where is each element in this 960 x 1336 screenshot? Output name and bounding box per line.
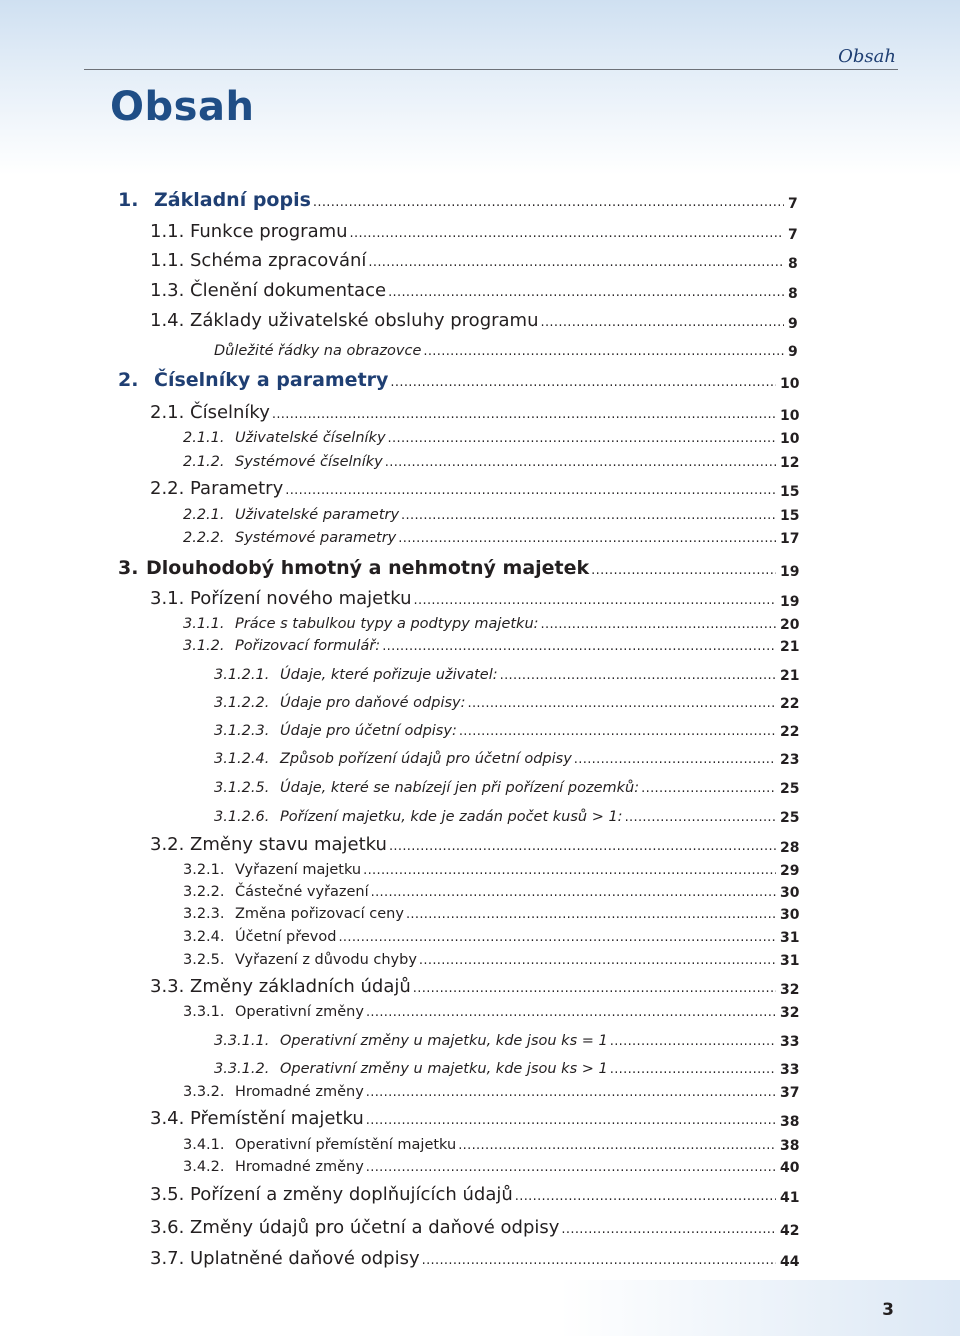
toc-entry[interactable] xyxy=(0,449,960,471)
toc-entry-text: Změna pořizovací ceny xyxy=(235,906,404,923)
toc-entry-title xyxy=(118,190,784,212)
toc-entry-title xyxy=(183,884,776,901)
toc-leader-dots xyxy=(399,509,776,524)
toc-entry[interactable] xyxy=(0,1056,960,1078)
toc-entry-text: Členění dokumentace xyxy=(190,280,387,302)
toc-leader-dots xyxy=(361,864,776,879)
toc-entry-text: Operativní přemístění majetku xyxy=(235,1137,457,1154)
toc-entry-title xyxy=(183,1159,776,1176)
toc-leader-dots xyxy=(270,408,776,423)
toc-entry-title xyxy=(150,977,776,998)
toc-entry-text: Práce s tabulkou typy a podtypy majetku: xyxy=(235,616,539,633)
toc-leader-dots xyxy=(421,345,784,360)
toc-entry-text: Dlouhodobý hmotný a nehmotný majetek xyxy=(146,557,590,580)
toc-entry[interactable] xyxy=(0,425,960,447)
toc-entry[interactable] xyxy=(0,947,960,969)
footer-gradient xyxy=(560,1280,960,1336)
toc-page-number: 33 xyxy=(780,1033,800,1050)
toc-entry-title xyxy=(183,530,776,547)
toc-entry-number: 1.4. xyxy=(150,310,185,332)
toc-entry-number: 2.2. xyxy=(150,478,185,500)
toc-leader-dots xyxy=(457,725,776,740)
toc-entry-text: Způsob pořízení údajů pro účetní odpisy xyxy=(280,751,572,768)
toc-entry-text: Údaje pro účetní odpisy: xyxy=(280,723,457,740)
toc-entry-number: 3.5. xyxy=(150,1184,185,1206)
toc-entry-text: Účetní převod xyxy=(235,929,337,946)
toc-entry-text: Částečné vyřazení xyxy=(235,884,369,901)
toc-entry-title xyxy=(118,370,776,392)
toc-page-number: 21 xyxy=(780,638,800,655)
toc-entry-title xyxy=(214,780,776,797)
toc-entry[interactable] xyxy=(0,370,960,392)
toc-entry-text: Parametry xyxy=(190,478,284,500)
toc-entry[interactable] xyxy=(0,775,960,797)
toc-entry-text: Hromadné změny xyxy=(235,1159,364,1176)
toc-entry[interactable] xyxy=(0,834,960,856)
toc-page-number: 10 xyxy=(780,407,800,424)
toc-entry-title xyxy=(150,589,776,610)
toc-entry-text: Uživatelské číselníky xyxy=(235,430,386,447)
toc-entry-title xyxy=(214,343,784,360)
toc-entry-title xyxy=(150,222,784,243)
toc-page-number: 40 xyxy=(780,1159,800,1176)
toc-leader-dots xyxy=(396,532,776,547)
toc-entry-text: Operativní změny xyxy=(235,1004,364,1021)
toc-entry[interactable] xyxy=(0,280,960,302)
toc-leader-dots xyxy=(639,782,776,797)
toc-entry-title xyxy=(214,809,776,826)
toc-entry-text: Funkce programu xyxy=(190,221,348,243)
toc-entry-text: Systémové číselníky xyxy=(235,454,383,471)
toc-entry-title xyxy=(183,638,776,655)
toc-entry-number: 3.7. xyxy=(150,1248,185,1270)
toc-entry-number: 1.3. xyxy=(150,280,185,302)
toc-entry-number: 3.3.1.2. xyxy=(214,1061,270,1078)
toc-entry-title xyxy=(150,281,784,302)
toc-page-number: 30 xyxy=(780,884,800,901)
toc-leader-dots xyxy=(386,432,776,447)
toc-entry-text: Schéma zpracování xyxy=(190,250,367,272)
toc-entry-title xyxy=(183,1084,776,1101)
toc-entry[interactable] xyxy=(0,1184,960,1206)
toc-entry-number: 3.4. xyxy=(150,1108,185,1130)
toc-entry[interactable] xyxy=(0,1154,960,1176)
toc-page-number: 23 xyxy=(780,751,800,768)
toc-entry-title xyxy=(183,1137,776,1154)
toc-entry-title xyxy=(214,695,776,712)
toc-entry[interactable] xyxy=(0,1248,960,1270)
toc-leader-dots xyxy=(388,376,776,391)
toc-entry-text: Údaje, které se nabízejí jen při pořízení pozemků: xyxy=(280,780,640,797)
toc-leader-dots xyxy=(623,811,776,826)
toc-entry-text: Pořízení nového majetku xyxy=(190,588,412,610)
toc-entry-title xyxy=(150,311,784,332)
toc-entry[interactable] xyxy=(0,924,960,946)
toc-page-number: 41 xyxy=(780,1189,800,1206)
toc-entry-title xyxy=(214,723,776,740)
toc-leader-dots xyxy=(513,1190,776,1205)
toc-leader-dots xyxy=(589,564,776,579)
toc-entry-number: 3.2. xyxy=(150,834,185,856)
toc-leader-dots xyxy=(498,669,776,684)
toc-entry-number: 3.3. xyxy=(150,976,185,998)
toc-entry-number: 2.1.1. xyxy=(183,430,225,447)
toc-entry-text: Operativní změny u majetku, kde jsou ks = 1 xyxy=(280,1033,608,1050)
toc-leader-dots xyxy=(559,1223,776,1238)
toc-entry-number: 3.3.2. xyxy=(183,1084,225,1101)
toc-entry[interactable] xyxy=(0,901,960,923)
toc-entry-title xyxy=(150,835,776,856)
toc-page-number: 31 xyxy=(780,929,800,946)
toc-entry-number: 2.2.2. xyxy=(183,530,225,547)
toc-page-number: 21 xyxy=(780,667,800,684)
toc-entry[interactable] xyxy=(0,588,960,610)
toc-page-number: 10 xyxy=(780,430,800,447)
toc-leader-dots xyxy=(380,640,776,655)
toc-page-number: 15 xyxy=(780,507,800,524)
toc-entry-title xyxy=(150,1185,776,1206)
toc-entry-text: Změny základních údajů xyxy=(190,976,411,998)
toc-page-number: 19 xyxy=(780,593,800,610)
toc-entry-text: Vyřazení z důvodu chyby xyxy=(235,952,417,969)
toc-entry-title xyxy=(183,952,776,969)
toc-entry-title xyxy=(183,906,776,923)
toc-entry-text: Údaje, které pořizuje uživatel: xyxy=(280,667,498,684)
toc-leader-dots xyxy=(364,1086,776,1101)
toc-page-number: 20 xyxy=(780,616,800,633)
toc-entry[interactable] xyxy=(0,1108,960,1130)
toc-entry-number: 3.2.3. xyxy=(183,906,225,923)
toc-entry-number: 3.4.2. xyxy=(183,1159,225,1176)
toc-entry-number: 3.3.1.1. xyxy=(214,1033,270,1050)
toc-entry-title xyxy=(150,251,784,272)
toc-leader-dots xyxy=(572,753,776,768)
toc-page-number: 42 xyxy=(780,1222,800,1239)
toc-entry-number: 3. xyxy=(118,557,139,580)
toc-entry[interactable] xyxy=(0,310,960,332)
toc-entry[interactable] xyxy=(0,1217,960,1239)
toc-leader-dots xyxy=(283,484,776,499)
toc-leader-dots xyxy=(386,286,784,301)
toc-entry-title xyxy=(118,558,776,580)
toc-leader-dots xyxy=(417,954,776,969)
toc-entry[interactable] xyxy=(0,804,960,826)
toc-entry-text: Uplatněné daňové odpisy xyxy=(190,1248,420,1270)
toc-entry-title xyxy=(150,1249,776,1270)
toc-page-number: 15 xyxy=(780,483,800,500)
toc-entry[interactable] xyxy=(0,690,960,712)
toc-entry-text: Uživatelské parametry xyxy=(235,507,400,524)
toc-entry-title xyxy=(183,454,776,471)
toc-entry[interactable] xyxy=(0,633,960,655)
toc-entry[interactable] xyxy=(0,1028,960,1050)
toc-entry-text: Základy uživatelské obsluhy programu xyxy=(190,310,539,332)
toc-entry[interactable] xyxy=(0,402,960,424)
toc-entry-number: 2.1.2. xyxy=(183,454,225,471)
toc-entry-title xyxy=(150,1218,776,1239)
toc-entry[interactable] xyxy=(0,250,960,272)
toc-page-number: 38 xyxy=(780,1113,800,1130)
toc-entry-title xyxy=(183,507,776,524)
toc-entry[interactable] xyxy=(0,502,960,524)
toc-leader-dots xyxy=(387,840,776,855)
toc-leader-dots xyxy=(364,1161,776,1176)
toc-leader-dots xyxy=(539,316,785,331)
toc-entry-text: Změny údajů pro účetní a daňové odpisy xyxy=(190,1217,560,1239)
toc-entry-number: 3.3.1. xyxy=(183,1004,225,1021)
toc-entry-number: 1.1. xyxy=(150,250,185,272)
toc-leader-dots xyxy=(608,1063,776,1078)
toc-entry[interactable] xyxy=(0,857,960,879)
toc-leader-dots xyxy=(404,908,776,923)
toc-leader-dots xyxy=(456,1139,776,1154)
toc-page-number: 9 xyxy=(788,343,798,360)
toc-entry[interactable] xyxy=(0,879,960,901)
toc-entry-text: Systémové parametry xyxy=(235,530,397,547)
toc-page-number: 25 xyxy=(780,780,800,797)
toc-leader-dots xyxy=(336,931,776,946)
toc-entry-text: Operativní změny u majetku, kde jsou ks > 1 xyxy=(280,1061,608,1078)
page-number: 3 xyxy=(882,1300,894,1320)
toc-entry-number: 1. xyxy=(118,189,139,212)
running-header: Obsah xyxy=(838,46,896,67)
toc-page-number: 8 xyxy=(788,255,798,272)
toc-entry-text: Číselníky xyxy=(190,402,270,424)
toc-leader-dots xyxy=(412,594,776,609)
toc-entry-number: 2. xyxy=(118,369,139,392)
toc-entry-number: 3.1.2.2. xyxy=(214,695,270,712)
toc-entry-number: 3.1. xyxy=(150,588,185,610)
toc-entry-title xyxy=(183,616,776,633)
toc-leader-dots xyxy=(383,456,776,471)
toc-entry-number: 3.1.2.1. xyxy=(214,667,270,684)
toc-page-number: 10 xyxy=(780,375,800,392)
toc-entry-title xyxy=(214,751,776,768)
toc-page-number: 12 xyxy=(780,454,800,471)
toc-entry-number: 3.2.5. xyxy=(183,952,225,969)
toc-page-number: 33 xyxy=(780,1061,800,1078)
toc-entry-text: Pořizovací formulář: xyxy=(235,638,381,655)
toc-page-number: 38 xyxy=(780,1137,800,1154)
toc-entry[interactable] xyxy=(0,1132,960,1154)
toc-page-number: 8 xyxy=(788,285,798,302)
toc-entry-number: 3.1.1. xyxy=(183,616,225,633)
toc-entry[interactable] xyxy=(0,1079,960,1101)
toc-entry[interactable] xyxy=(0,190,960,212)
toc-page-number: 32 xyxy=(780,1004,800,1021)
toc-leader-dots xyxy=(364,1114,776,1129)
toc-entry-title xyxy=(150,1109,776,1130)
toc-entry-title xyxy=(183,1004,776,1021)
toc-leader-dots xyxy=(420,1254,776,1269)
toc-entry-text: Číselníky a parametry xyxy=(154,369,389,392)
toc-entry-number: 3.4.1. xyxy=(183,1137,225,1154)
toc-page-number: 19 xyxy=(780,563,800,580)
toc-entry-text: Důležité řádky na obrazovce xyxy=(214,343,422,360)
toc-entry-text: Hromadné změny xyxy=(235,1084,364,1101)
toc-page-number: 17 xyxy=(780,530,800,547)
toc-entry-title xyxy=(183,929,776,946)
toc-entry-number: 3.2.4. xyxy=(183,929,225,946)
toc-entry-number: 3.6. xyxy=(150,1217,185,1239)
toc-entry-text: Změny stavu majetku xyxy=(190,834,387,856)
toc-leader-dots xyxy=(539,618,776,633)
toc-entry[interactable] xyxy=(0,558,960,580)
toc-entry-number: 3.1.2.3. xyxy=(214,723,270,740)
toc-leader-dots xyxy=(366,256,784,271)
toc-entry-number: 3.2.2. xyxy=(183,884,225,901)
toc-page-number: 31 xyxy=(780,952,800,969)
toc-entry-number: 3.1.2.4. xyxy=(214,751,270,768)
toc-entry[interactable] xyxy=(0,746,960,768)
toc-entry[interactable] xyxy=(0,999,960,1021)
toc-entry-number: 2.1. xyxy=(150,402,185,424)
toc-leader-dots xyxy=(364,1006,776,1021)
toc-entry-number: 1.1. xyxy=(150,221,185,243)
toc-entry-title xyxy=(214,1061,776,1078)
toc-leader-dots xyxy=(608,1035,776,1050)
toc-leader-dots xyxy=(369,886,776,901)
toc-entry-text: Vyřazení majetku xyxy=(235,862,362,879)
toc-page-number: 22 xyxy=(780,723,800,740)
toc-entry-title xyxy=(183,862,776,879)
toc-entry[interactable] xyxy=(0,478,960,500)
toc-page-number: 22 xyxy=(780,695,800,712)
toc-page-number: 30 xyxy=(780,906,800,923)
toc-entry[interactable] xyxy=(0,338,960,360)
toc-leader-dots xyxy=(466,697,777,712)
toc-entry-number: 3.1.2. xyxy=(183,638,225,655)
toc-entry-title xyxy=(150,479,776,500)
toc-entry[interactable] xyxy=(0,525,960,547)
toc-entry-text: Pořízení a změny doplňujících údajů xyxy=(190,1184,513,1206)
toc-entry-text: Údaje pro daňové odpisy: xyxy=(280,695,466,712)
toc-page-number: 37 xyxy=(780,1084,800,1101)
toc-page-number: 9 xyxy=(788,315,798,332)
toc-page-number: 32 xyxy=(780,981,800,998)
toc-entry[interactable] xyxy=(0,976,960,998)
toc-leader-dots xyxy=(348,227,784,242)
toc-entry-number: 3.1.2.6. xyxy=(214,809,270,826)
toc-page-number: 7 xyxy=(788,195,798,212)
toc-entry[interactable] xyxy=(0,718,960,740)
toc-leader-dots xyxy=(411,982,776,997)
toc-entry-text: Pořízení majetku, kde je zadán počet kusů > 1: xyxy=(280,809,623,826)
toc-page-number: 44 xyxy=(780,1253,800,1270)
toc-page-number: 28 xyxy=(780,839,800,856)
toc-entry[interactable] xyxy=(0,662,960,684)
toc-page-number: 25 xyxy=(780,809,800,826)
toc-entry-number: 3.2.1. xyxy=(183,862,225,879)
toc-entry-number: 3.1.2.5. xyxy=(214,780,270,797)
toc-entry[interactable] xyxy=(0,221,960,243)
toc-entry-text: Základní popis xyxy=(154,189,311,212)
toc-entry[interactable] xyxy=(0,611,960,633)
toc-entry-title xyxy=(150,403,776,424)
toc-page-number: 7 xyxy=(788,226,798,243)
page-title: Obsah xyxy=(110,84,255,130)
toc-entry-title xyxy=(214,667,776,684)
toc-entry-number: 2.2.1. xyxy=(183,507,225,524)
toc-leader-dots xyxy=(311,196,784,211)
toc-entry-text: Přemístění majetku xyxy=(190,1108,364,1130)
toc-entry-title xyxy=(214,1033,776,1050)
toc-entry-title xyxy=(183,430,776,447)
toc-page-number: 29 xyxy=(780,862,800,879)
